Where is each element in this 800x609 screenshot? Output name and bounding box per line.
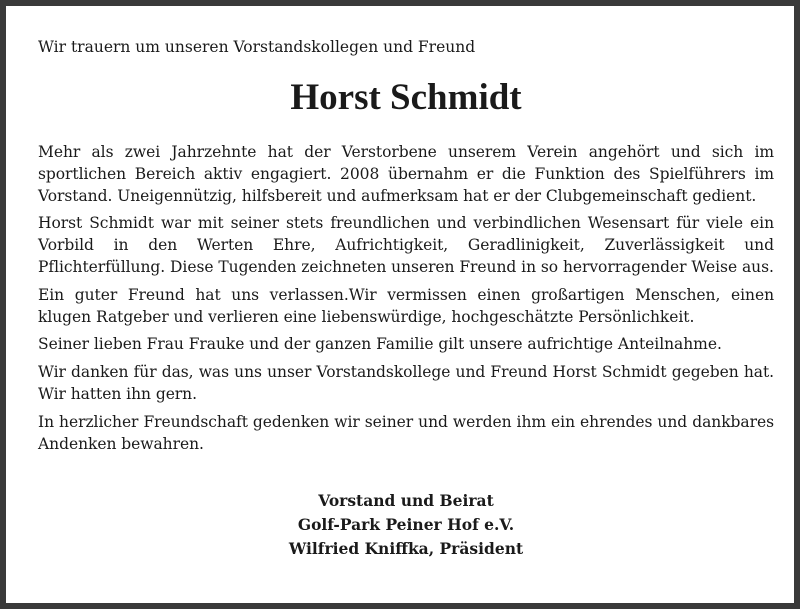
obituary-body — [38, 142, 774, 455]
signature-block — [38, 489, 774, 561]
paragraph-loss: Ein guter Freund hat uns verlassen.Wir vermissen einen großartigen Menschen, einen klugen Ratgeber und verlieren eine liebenswürdige, hochgeschätzte Persönlichkeit. — [38, 285, 774, 326]
paragraph-character: Horst Schmidt war mit seiner stets freundlichen und verbindlichen Wesensart für viele ein Vorbild in den Werten Ehre, Aufrichtigkeit, Geradlinigkeit, Zuverlässigkeit und Pflichterfüllung. Diese Tugenden zeichneten unseren Freund in so hervorragender Weise aus. — [38, 214, 774, 276]
paragraph-condolence: Seiner lieben Frau Frauke und der ganzen Familie gilt unsere aufrichtige Anteilnahme. — [38, 335, 722, 354]
deceased-name: Horst Schmidt — [290, 77, 522, 118]
paragraph-thanks: Wir danken für das, was uns unser Vorstandskollege und Freund Horst Schmidt gegeben hat. Wir hatten ihn gern. — [38, 363, 774, 403]
intro-line: Wir trauern um unseren Vorstandskollegen und Freund — [38, 38, 476, 56]
paragraph-engagement: Mehr als zwei Jahrzehnte hat der Verstorbene unserem Verein angehört und sich im sportlichen Bereich aktiv engagiert. 2008 übernahm er die Funktion des Spielführers im Vorstand. Uneigennützig, hilfsbereit und aufmerksam hat er der Clubgemeinschaft gedient. — [38, 143, 774, 205]
paragraph-remembrance: In herzlicher Freundschaft gedenken wir seiner und werden ihm ein ehrendes und dankbares Andenken bewahren. — [38, 412, 774, 453]
obituary-content — [38, 36, 774, 561]
signature-board: Vorstand und Beirat — [318, 491, 494, 511]
signature-club: Golf-Park Peiner Hof e.V. — [297, 515, 515, 535]
signature-president: Wilfried Kniffka, Präsident — [288, 539, 524, 559]
